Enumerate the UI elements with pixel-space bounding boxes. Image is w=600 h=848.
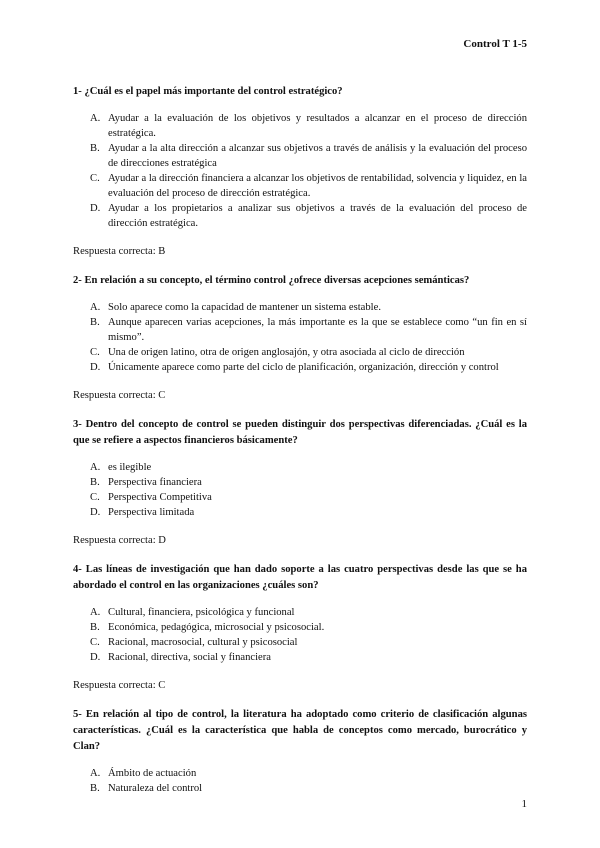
option-letter: B. bbox=[90, 477, 100, 488]
correct-answer: Respuesta correcta: B bbox=[73, 246, 166, 257]
option-text: Únicamente aparece como parte del ciclo de planificación, organización, dirección y control bbox=[108, 362, 499, 373]
answer-option bbox=[90, 111, 527, 141]
option-letter: C. bbox=[90, 492, 100, 503]
answer-option bbox=[90, 605, 527, 620]
question-title: 5- En relación al tipo de control, la literatura ha adoptado como criterio de clasificación algunas características. ¿Cuál es la característica que habla de conceptos como mercado, burocrático y Clan? bbox=[73, 709, 527, 752]
option-letter: C. bbox=[90, 347, 100, 358]
answer-option bbox=[90, 620, 527, 635]
answer-option bbox=[90, 141, 527, 171]
answer-option bbox=[90, 475, 527, 490]
option-letter: B. bbox=[90, 317, 100, 328]
question-title: 4- Las líneas de investigación que han dado soporte a las cuatro perspectivas desde las que se ha abordado el control en las organizaciones ¿cuáles son? bbox=[73, 564, 527, 591]
option-letter: A. bbox=[90, 607, 101, 618]
option-letter: B. bbox=[90, 143, 100, 154]
answer-options-list bbox=[90, 111, 527, 231]
option-text: Aunque aparecen varias acepciones, la más importante es la que se establece como “un fin en sí mismo”. bbox=[108, 317, 527, 343]
answer-options-list bbox=[90, 460, 527, 520]
page-header: Control T 1-5 bbox=[463, 38, 527, 50]
document-body bbox=[73, 84, 527, 809]
page-number: 1 bbox=[521, 798, 527, 810]
option-text: Perspectiva Competitiva bbox=[108, 492, 212, 503]
answer-options-list bbox=[90, 766, 527, 796]
option-text: Perspectiva limitada bbox=[108, 507, 195, 518]
answer-option bbox=[90, 171, 527, 201]
answer-option bbox=[90, 650, 527, 665]
option-text: es ilegible bbox=[108, 462, 152, 473]
answer-option bbox=[90, 300, 527, 315]
question-title: 1- ¿Cuál es el papel más importante del control estratégico? bbox=[73, 86, 343, 97]
answer-option bbox=[90, 345, 527, 360]
option-text: Ámbito de actuación bbox=[108, 768, 197, 779]
option-text: Perspectiva financiera bbox=[108, 477, 202, 488]
correct-answer: Respuesta correcta: C bbox=[73, 680, 166, 691]
option-text: Ayudar a la alta dirección a alcanzar sus objetivos a través de análisis y la evaluación del proceso de direcciones estratégica bbox=[108, 143, 527, 169]
option-text: Ayudar a la dirección financiera a alcanzar los objetivos de rentabilidad, solvencia y liquidez, en la evaluación del proceso de dirección estratégica. bbox=[108, 173, 527, 199]
answer-option bbox=[90, 781, 527, 796]
option-letter: D. bbox=[90, 652, 101, 663]
option-letter: B. bbox=[90, 783, 100, 794]
answer-option bbox=[90, 766, 527, 781]
option-letter: D. bbox=[90, 362, 101, 373]
option-text: Ayudar a los propietarios a analizar sus objetivos a través de la evaluación del proceso de dirección estratégica. bbox=[108, 203, 527, 229]
option-text: Naturaleza del control bbox=[108, 783, 203, 794]
option-letter: A. bbox=[90, 302, 101, 313]
option-letter: A. bbox=[90, 768, 101, 779]
option-letter: C. bbox=[90, 637, 100, 648]
option-text: Una de origen latino, otra de origen anglosajón, y otra asociada al ciclo de dirección bbox=[108, 347, 465, 358]
answer-option bbox=[90, 360, 527, 375]
answer-option bbox=[90, 635, 527, 650]
answer-options-list bbox=[90, 300, 527, 375]
option-letter: A. bbox=[90, 113, 101, 124]
option-letter: A. bbox=[90, 462, 101, 473]
option-text: Económica, pedagógica, microsocial y psicosocial. bbox=[108, 622, 325, 633]
option-text: Cultural, financiera, psicológica y funcional bbox=[108, 607, 295, 618]
correct-answer: Respuesta correcta: D bbox=[73, 535, 166, 546]
question-title: 2- En relación a su concepto, el término control ¿ofrece diversas acepciones semánticas? bbox=[73, 275, 470, 286]
answer-options-list bbox=[90, 605, 527, 665]
option-text: Racional, macrosocial, cultural y psicosocial bbox=[108, 637, 298, 648]
answer-option bbox=[90, 201, 527, 231]
option-text: Racional, directiva, social y financiera bbox=[108, 652, 271, 663]
answer-option bbox=[90, 505, 527, 520]
option-text: Solo aparece como la capacidad de mantener un sistema estable. bbox=[108, 302, 381, 313]
option-letter: C. bbox=[90, 173, 100, 184]
correct-answer: Respuesta correcta: C bbox=[73, 390, 166, 401]
option-text: Ayudar a la evaluación de los objetivos y resultados a alcanzar en el proceso de dirección estratégica. bbox=[108, 113, 527, 139]
option-letter: D. bbox=[90, 203, 101, 214]
option-letter: B. bbox=[90, 622, 100, 633]
question-title: 3- Dentro del concepto de control se pueden distinguir dos perspectivas diferenciadas. ¿Cuál es la que se refiere a aspectos financieros básicamente? bbox=[73, 419, 527, 446]
option-letter: D. bbox=[90, 507, 101, 518]
answer-option bbox=[90, 315, 527, 345]
answer-option bbox=[90, 460, 527, 475]
answer-option bbox=[90, 490, 527, 505]
